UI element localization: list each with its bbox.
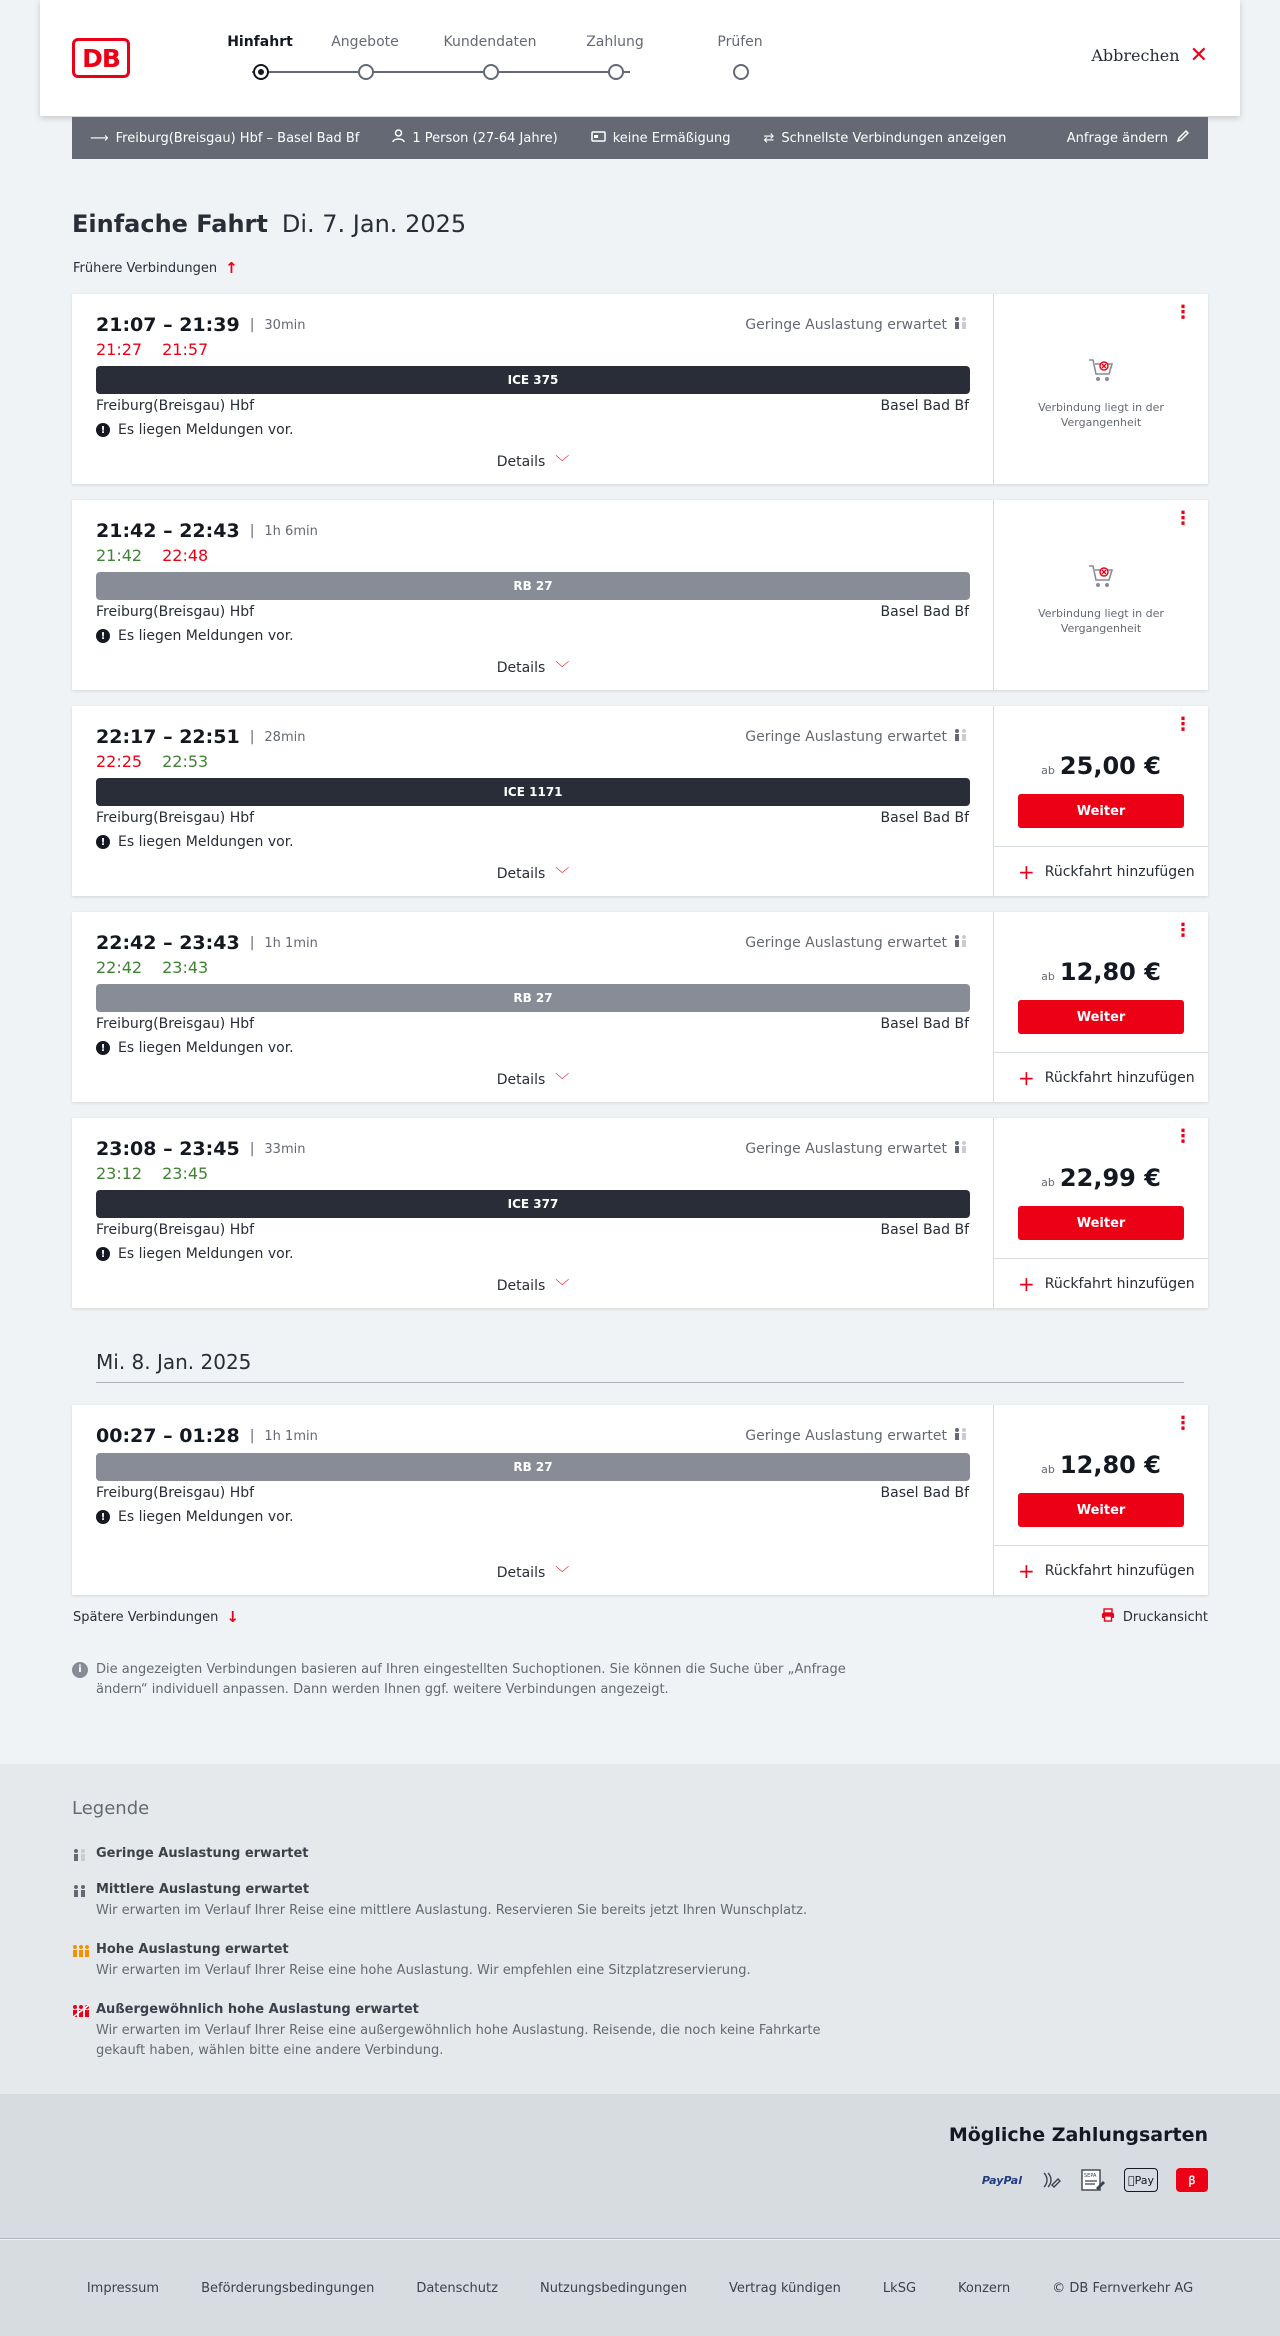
price-prefix: ab	[1041, 970, 1055, 983]
occupancy-low-icon	[953, 1140, 969, 1158]
connection-card	[72, 294, 1208, 484]
occupancy-info	[745, 316, 969, 334]
payment-icons	[982, 2168, 1208, 2192]
plus-icon: +	[1018, 1271, 1035, 1296]
details-toggle[interactable]	[72, 1276, 994, 1296]
arrival-station: Basel Bad Bf	[880, 1222, 969, 1238]
apple-logo-icon	[1128, 2174, 1135, 2187]
separator: |	[249, 935, 255, 951]
details-label: Details	[496, 1565, 546, 1581]
price	[994, 1451, 1208, 1479]
price	[994, 1164, 1208, 1192]
price-prefix: ab	[1041, 1463, 1055, 1476]
occupancy-text: Geringe Auslastung erwartet	[745, 1141, 947, 1157]
train-bar[interactable]	[96, 1453, 970, 1481]
connection-card	[72, 706, 1208, 896]
legend-item-desc: Wir erwarten im Verlauf Ihrer Reise eine außergewöhnlich hohe Auslastung. Reisende, die noch keine Fahrkarte gekauft haben, wählen bitte eine andere Verbindung.	[96, 2023, 821, 2058]
realtime-arrival: 23:43	[162, 958, 209, 977]
step-dot	[483, 64, 499, 80]
occupancy-info	[745, 1427, 969, 1445]
departure-station: Freiburg(Breisgau) Hbf	[96, 810, 255, 826]
train-bar[interactable]	[96, 572, 970, 600]
realtime-arrival: 22:48	[162, 546, 209, 565]
messages-notice	[96, 1040, 294, 1056]
occupancy-info	[745, 934, 969, 952]
separator: |	[249, 729, 255, 745]
realtime-departure: 23:12	[96, 1164, 143, 1183]
details-toggle[interactable]	[72, 1070, 994, 1090]
price	[994, 752, 1208, 780]
connection-info	[72, 1118, 994, 1308]
occupancy-low-icon	[953, 728, 969, 746]
search-info-note	[72, 1660, 852, 1700]
chevron-down-icon: ﹀	[555, 455, 570, 471]
discount-summary	[591, 131, 731, 146]
legend-item-title: Geringe Auslastung erwartet	[96, 1846, 309, 1861]
step-zahlung	[565, 34, 665, 50]
details-label: Details	[496, 866, 546, 882]
footer-link-conditions[interactable]: Beförderungsbedingungen	[201, 2280, 375, 2296]
realtime-times	[96, 958, 208, 977]
print-view-link[interactable]	[1101, 1608, 1208, 1626]
train-bar[interactable]	[96, 778, 970, 806]
route-text: Freiburg(Breisgau) Hbf – Basel Bad Bf	[115, 130, 360, 146]
connection-info	[72, 294, 994, 484]
past-connection-text: Verbindung liegt in der Vergangenheit	[1038, 401, 1164, 429]
add-return-button[interactable]	[994, 1052, 1208, 1102]
legend-item-medium	[72, 1882, 832, 1921]
times-text: 22:42 – 23:43	[96, 932, 240, 954]
alert-icon: !	[96, 1247, 110, 1261]
arrival-station: Basel Bad Bf	[880, 398, 969, 414]
plus-icon: +	[1018, 1065, 1035, 1090]
offer-panel	[994, 912, 1208, 1102]
messages-notice	[96, 1246, 294, 1262]
plus-icon: +	[1018, 859, 1035, 884]
legend-item-desc: Wir erwarten im Verlauf Ihrer Reise eine hohe Auslastung. Wir empfehlen eine Sitzplatzreservierung.	[96, 1963, 751, 1978]
footer-copyright: © DB Fernverkehr AG	[1052, 2280, 1194, 2296]
messages-text: Es liegen Meldungen vor.	[118, 1246, 294, 1262]
separator: |	[249, 523, 255, 539]
realtime-departure: 21:27	[96, 340, 143, 359]
realtime-times	[96, 340, 208, 359]
legend-item-title: Außergewöhnlich hohe Auslastung erwartet	[96, 2002, 419, 2017]
passenger-summary	[392, 129, 557, 147]
train-bar[interactable]	[96, 984, 970, 1012]
return-label: Rückfahrt hinzufügen	[1044, 1275, 1195, 1292]
separator: |	[249, 1141, 255, 1157]
route-summary	[90, 131, 359, 146]
cart-past-icon	[1086, 562, 1116, 590]
realtime-departure: 21:42	[96, 546, 143, 565]
details-label: Details	[496, 660, 546, 676]
progress-stepper	[210, 34, 770, 84]
alert-icon: !	[96, 1041, 110, 1055]
arrow-down-icon: ↓	[226, 1608, 239, 1626]
footer-link-impressum[interactable]: Impressum	[86, 2280, 160, 2296]
footer	[0, 2240, 1280, 2336]
apple-pay-text: Pay	[1131, 2173, 1151, 2187]
edit-label: Anfrage ändern	[1066, 130, 1168, 146]
occupancy-high-icon	[72, 1944, 90, 1962]
legend-title: Legende	[72, 1798, 150, 1819]
occupancy-extreme-icon	[72, 2004, 90, 2022]
times-text: 00:27 – 01:28	[96, 1425, 240, 1447]
chevron-down-icon: ﹀	[555, 867, 570, 883]
messages-notice	[96, 834, 294, 850]
step-dot	[608, 64, 624, 80]
occupancy-text: Geringe Auslastung erwartet	[745, 1428, 947, 1444]
add-return-button[interactable]	[994, 1258, 1208, 1308]
realtime-departure: 22:42	[96, 958, 143, 977]
arrival-station: Basel Bad Bf	[880, 1485, 969, 1501]
sepa-direct-debit-icon	[1080, 2168, 1106, 2192]
return-label: Rückfahrt hinzufügen	[1044, 863, 1195, 880]
add-return-button[interactable]	[994, 1545, 1208, 1595]
offer-panel	[994, 1405, 1208, 1595]
schedule-times	[96, 314, 305, 336]
connection-card	[72, 1118, 1208, 1308]
realtime-arrival: 22:53	[162, 752, 209, 771]
continue-button[interactable]: Weiter	[1018, 1493, 1184, 1527]
train-bar[interactable]	[96, 1190, 970, 1218]
page-title	[72, 210, 466, 238]
messages-text: Es liegen Meldungen vor.	[118, 422, 294, 438]
later-connections-link[interactable]	[73, 1608, 239, 1626]
details-toggle[interactable]	[72, 658, 994, 678]
day-separator: Mi. 8. Jan. 2025	[96, 1350, 1184, 1383]
legend-item-desc: Wir erwarten im Verlauf Ihrer Reise eine mittlere Auslastung. Reservieren Sie bereits jetzt Ihren Wunschplatz.	[96, 1903, 808, 1918]
occupancy-text: Geringe Auslastung erwartet	[745, 729, 947, 745]
price-value: 22,99 €	[1059, 1164, 1161, 1192]
separator: |	[249, 1428, 255, 1444]
messages-text: Es liegen Meldungen vor.	[118, 1040, 294, 1056]
footer-link-privacy[interactable]: Datenschutz	[416, 2280, 498, 2296]
close-icon: ✕	[1189, 42, 1208, 68]
connection-info	[72, 1405, 994, 1595]
step-dot	[733, 64, 749, 80]
step-label: Zahlung	[586, 34, 644, 50]
duration: 33min	[264, 1141, 306, 1157]
step-dot	[253, 64, 269, 80]
payment-title: Mögliche Zahlungsarten	[948, 2124, 1208, 2146]
arrival-station: Basel Bad Bf	[880, 1016, 969, 1032]
step-pruefen	[690, 34, 790, 50]
step-angebote	[315, 34, 415, 50]
details-label: Details	[496, 1278, 546, 1294]
fastest-summary	[764, 131, 1007, 146]
departure-station: Freiburg(Breisgau) Hbf	[96, 398, 255, 414]
more-options-icon[interactable]: ⋮	[1174, 1413, 1192, 1434]
duration: 1h 1min	[264, 935, 318, 951]
duration: 1h 6min	[264, 523, 318, 539]
connection-card	[72, 500, 1208, 690]
cancel-button[interactable]	[1091, 42, 1208, 68]
stepper-line	[252, 71, 630, 73]
train-name: RB 27	[513, 991, 553, 1005]
header	[40, 0, 1240, 116]
earlier-connections-link[interactable]	[73, 259, 238, 277]
alert-icon: !	[96, 835, 110, 849]
payment-methods	[0, 2094, 1280, 2239]
legend-item-title: Mittlere Auslastung erwartet	[96, 1882, 310, 1897]
printer-icon	[1101, 1608, 1115, 1626]
price-prefix: ab	[1041, 764, 1055, 777]
db-logo[interactable]: DB	[72, 38, 130, 78]
offer-panel	[994, 706, 1208, 896]
realtime-arrival: 23:45	[162, 1164, 209, 1183]
swap-icon: ⇄	[763, 130, 775, 146]
times-text: 23:08 – 23:45	[96, 1138, 240, 1160]
continue-button[interactable]: Weiter	[1018, 1206, 1184, 1240]
occupancy-low-icon	[72, 1848, 88, 1866]
earlier-label: Frühere Verbindungen	[73, 260, 218, 276]
step-label: Prüfen	[717, 34, 763, 50]
trip-date: Di. 7. Jan. 2025	[281, 210, 467, 238]
realtime-departure: 22:25	[96, 752, 143, 771]
alert-icon: !	[96, 629, 110, 643]
chevron-down-icon: ﹀	[555, 1566, 570, 1582]
messages-notice	[96, 422, 294, 438]
occupancy-text: Geringe Auslastung erwartet	[745, 317, 947, 333]
connection-info	[72, 912, 994, 1102]
separator: |	[249, 317, 255, 333]
occupancy-text: Geringe Auslastung erwartet	[745, 935, 947, 951]
offer-panel	[994, 500, 1208, 690]
later-label: Spätere Verbindungen	[73, 1609, 219, 1625]
more-options-icon[interactable]: ⋮	[1174, 1126, 1192, 1147]
details-toggle[interactable]	[72, 1563, 994, 1583]
train-name: RB 27	[513, 1460, 553, 1474]
info-icon: i	[72, 1662, 88, 1678]
cart-past-icon	[1086, 356, 1116, 384]
duration: 30min	[264, 317, 306, 333]
departure-station: Freiburg(Breisgau) Hbf	[96, 1016, 255, 1032]
times-text: 21:07 – 21:39	[96, 314, 240, 336]
departure-station: Freiburg(Breisgau) Hbf	[96, 1222, 255, 1238]
fastest-text: Schnellste Verbindungen anzeigen	[781, 130, 1007, 146]
train-name: ICE 377	[507, 1197, 559, 1211]
step-label: Angebote	[331, 34, 399, 50]
step-label: Kundendaten	[443, 34, 537, 50]
step-kundendaten	[440, 34, 540, 50]
times-text: 22:17 – 22:51	[96, 726, 240, 748]
more-options-icon[interactable]: ⋮	[1174, 714, 1192, 735]
details-toggle[interactable]	[72, 452, 994, 472]
schedule-times	[96, 932, 318, 954]
schedule-times	[96, 1425, 318, 1447]
arrival-station: Basel Bad Bf	[880, 810, 969, 826]
duration: 28min	[264, 729, 306, 745]
messages-text: Es liegen Meldungen vor.	[118, 628, 294, 644]
realtime-arrival: 21:57	[162, 340, 209, 359]
search-summary-bar	[72, 117, 1208, 159]
occupancy-medium-icon	[72, 1884, 88, 1902]
arrival-station: Basel Bad Bf	[880, 604, 969, 620]
edit-request-button[interactable]	[1067, 129, 1190, 147]
step-label: Hinfahrt	[227, 34, 293, 50]
price-value: 12,80 €	[1059, 958, 1161, 986]
chevron-down-icon: ﹀	[555, 1073, 570, 1089]
train-bar[interactable]	[96, 366, 970, 394]
arrow-right-icon: ⟶	[90, 130, 109, 146]
details-label: Details	[496, 454, 546, 470]
pencil-icon	[1176, 129, 1190, 147]
more-options-icon[interactable]: ⋮	[1174, 508, 1192, 529]
duration: 1h 1min	[264, 1428, 318, 1444]
legend-item-low	[72, 1846, 832, 1861]
offer-panel	[994, 1118, 1208, 1308]
times-text: 21:42 – 22:43	[96, 520, 240, 542]
price	[994, 958, 1208, 986]
return-label: Rückfahrt hinzufügen	[1044, 1562, 1195, 1579]
contactless-card-icon	[1040, 2168, 1062, 2192]
arrow-up-icon: ↑	[225, 259, 238, 277]
card-icon	[591, 131, 606, 146]
sepa-text: SEPA	[1084, 2173, 1097, 2179]
passenger-text: 1 Person (27-64 Jahre)	[412, 130, 558, 146]
info-text: Die angezeigten Verbindungen basieren auf Ihren eingestellten Suchoptionen. Sie können die Suche über „Anfrage ändern“ individuell anpassen. Dann werden Ihnen ggf. weitere Verbindungen angezeigt.	[96, 1662, 846, 1697]
legend-item-title: Hohe Auslastung erwartet	[96, 1942, 289, 1957]
discount-text: keine Ermäßigung	[612, 130, 731, 146]
messages-text: Es liegen Meldungen vor.	[118, 834, 294, 850]
chevron-down-icon: ﹀	[555, 661, 570, 677]
occupancy-low-icon	[953, 1427, 969, 1445]
trip-type: Einfache Fahrt	[72, 210, 268, 238]
footer-link-lksg[interactable]: LkSG	[882, 2280, 917, 2296]
realtime-times	[96, 1164, 208, 1183]
continue-button[interactable]: Weiter	[1018, 1000, 1184, 1034]
messages-notice	[96, 628, 294, 644]
print-label: Druckansicht	[1122, 1609, 1208, 1625]
occupancy-low-icon	[953, 316, 969, 334]
past-connection-text: Verbindung liegt in der Vergangenheit	[1038, 607, 1164, 635]
return-label: Rückfahrt hinzufügen	[1044, 1069, 1195, 1086]
occupancy-low-icon	[953, 934, 969, 952]
alert-icon: !	[96, 1510, 110, 1524]
cancel-label: Abbrechen	[1091, 46, 1180, 65]
connection-card	[72, 1405, 1208, 1595]
add-return-button[interactable]	[994, 846, 1208, 896]
person-icon	[392, 129, 405, 147]
footer-link-konzern[interactable]: Konzern	[958, 2280, 1011, 2296]
occupancy-info	[745, 728, 969, 746]
apple-pay-icon	[1124, 2168, 1158, 2192]
plus-icon: +	[1018, 1558, 1035, 1583]
legend-item-extreme	[72, 2002, 832, 2061]
occupancy-info	[745, 1140, 969, 1158]
messages-notice	[96, 1509, 294, 1525]
chevron-down-icon: ﹀	[555, 1279, 570, 1295]
realtime-times	[96, 546, 208, 565]
schedule-times	[96, 520, 318, 542]
more-options-icon[interactable]: ⋮	[1174, 920, 1192, 941]
paypal-icon: PayPal	[981, 2173, 1022, 2187]
details-toggle[interactable]	[72, 864, 994, 884]
more-options-icon[interactable]: ⋮	[1174, 302, 1192, 323]
schedule-times	[96, 1138, 305, 1160]
db-voucher-icon: ꞵ	[1176, 2168, 1208, 2192]
details-label: Details	[496, 1072, 546, 1088]
train-name: RB 27	[513, 579, 553, 593]
departure-station: Freiburg(Breisgau) Hbf	[96, 604, 255, 620]
continue-button[interactable]: Weiter	[1018, 794, 1184, 828]
price-value: 12,80 €	[1059, 1451, 1161, 1479]
step-dot	[358, 64, 374, 80]
train-name: ICE 1171	[503, 785, 563, 799]
schedule-times	[96, 726, 305, 748]
train-name: ICE 375	[507, 373, 559, 387]
legend-section	[0, 1764, 1280, 2094]
connection-info	[72, 500, 994, 690]
realtime-times	[96, 752, 208, 771]
departure-station: Freiburg(Breisgau) Hbf	[96, 1485, 255, 1501]
connection-card	[72, 912, 1208, 1102]
footer-link-cancel-contract[interactable]: Vertrag kündigen	[728, 2280, 841, 2296]
step-hinfahrt	[210, 34, 310, 50]
alert-icon: !	[96, 423, 110, 437]
price-prefix: ab	[1041, 1176, 1055, 1189]
price-value: 25,00 €	[1059, 752, 1161, 780]
messages-text: Es liegen Meldungen vor.	[118, 1509, 294, 1525]
offer-panel	[994, 294, 1208, 484]
footer-link-terms[interactable]: Nutzungsbedingungen	[539, 2280, 687, 2296]
legend-item-high	[72, 1942, 832, 1981]
connection-info	[72, 706, 994, 896]
